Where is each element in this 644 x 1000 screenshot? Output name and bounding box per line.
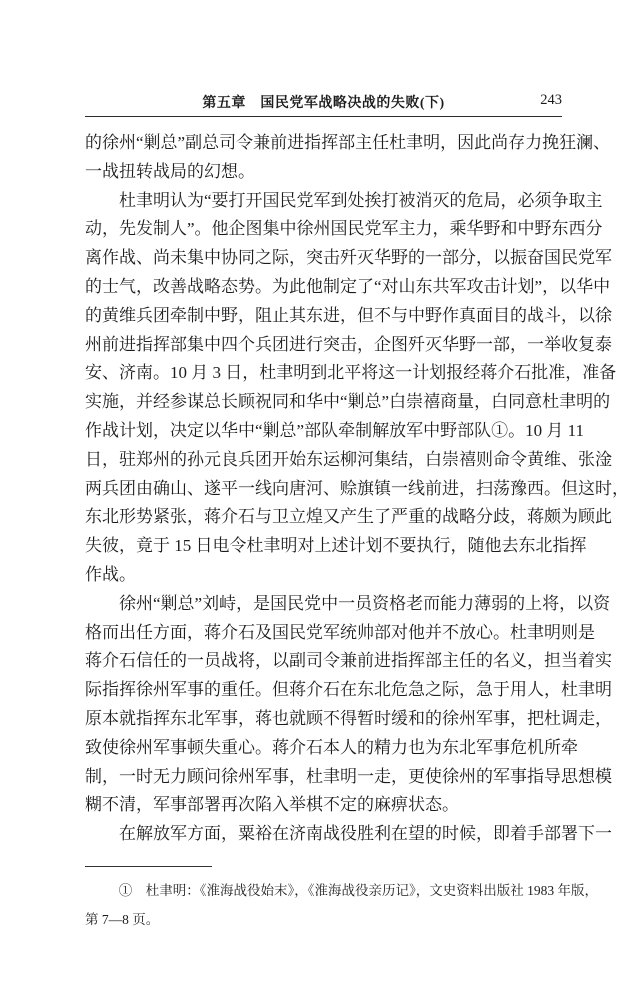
body-line: 两兵团由确山、遂平一线向唐河、赊旗镇一线前进，扫荡豫西。但这时，: [85, 478, 629, 498]
body-line: 制，一时无力顾问徐州军事，杜聿明一走，更使徐州的军事指导思想模: [85, 766, 612, 786]
body-line: 作战计划，决定以华中“剿总”部队牵制解放军中野部队①。10 月 11: [85, 420, 584, 440]
body-line: 糊不清，军事部署再次陷入举棋不定的麻痹状态。: [85, 795, 459, 815]
footnote-line: 第 7—8 页。: [85, 911, 160, 927]
body-line: 原本就指挥东北军事，蒋也就顾不得暂时缓和的徐州军事，把杜调走，: [85, 708, 612, 728]
body-line: 格而出任方面，蒋介石及国民党军统帅部对他并不放心。杜聿明则是: [85, 622, 595, 642]
body-line: 徐州“剿总”刘峙，是国民党中一员资格老而能力薄弱的上将，以资: [85, 593, 611, 613]
body-line: 际指挥徐州军事的重任。但蒋介石在东北危急之际，急于用人，杜聿明: [85, 680, 612, 700]
body-line: 日，驻郑州的孙元良兵团开始东运柳河集结，白崇禧则命令黄维、张淦: [85, 449, 612, 469]
body-line: 东北形势紧张，蒋介石与卫立煌又产生了严重的战略分歧，蒋颇为顾此: [85, 507, 612, 527]
body-line: 致使徐州军事顿失重心。蒋介石本人的精力也为东北军事危机所牵: [85, 737, 578, 757]
chapter-title: 第五章 国民党军战略决战的失败(下): [202, 96, 445, 111]
body-line: 州前进指挥部集中四个兵团进行突击，企图歼灭华野一部，一举收复泰: [85, 334, 612, 354]
body-line: 一战扭转战局的幻想。: [85, 161, 255, 181]
footnote: [85, 876, 598, 934]
body-line: 实施，并经参谋总长顾祝同和华中“剿总”白崇禧商量，白同意杜聿明的: [85, 392, 611, 412]
body-line: 安、济南。10 月 3 日，杜聿明到北平将这一计划报经蒋介石批准，准备: [85, 363, 617, 383]
running-header: [85, 92, 562, 109]
body-line: 动，先发制人”。他企图集中徐州国民党军主力，乘华野和中野东西分: [85, 219, 603, 239]
body-text: [85, 129, 629, 849]
body-line: 离作战、尚未集中协同之际，突击歼灭华野的一部分，以振奋国民党军: [85, 248, 612, 268]
body-line: 的黄维兵团牵制中野，阻止其东进，但不与中野作真面目的战斗，以徐: [85, 305, 612, 325]
page-content: [85, 92, 629, 934]
footnote-line: ① 杜聿明：《淮海战役始末》，《淮海战役亲历记》，文史资料出版社 1983 年版，: [118, 882, 598, 898]
footnote-divider: [85, 866, 212, 867]
body-line: 的士气，改善战略态势。为此他制定了“对山东共军攻击计划”，以华中: [85, 276, 611, 296]
body-line: 的徐州“剿总”副总司令兼前进指挥部主任杜聿明，因此尚存力挽狂澜、: [85, 133, 611, 152]
header-rule: [85, 116, 562, 117]
body-line: 在解放军方面，粟裕在济南战役胜利在望的时候，即着手部署下一: [85, 824, 612, 844]
body-line: 蒋介石信任的一员战将，以副司令兼前进指挥部主任的名义，担当着实: [85, 651, 612, 671]
body-line: 杜聿明认为“要打开国民党军到处挨打被消灭的危局，必须争取主: [85, 190, 603, 210]
page-number: 243: [540, 92, 562, 108]
body-line: 失彼，竟于 15 日电令杜聿明对上述计划不要执行，随他去东北指挥: [85, 536, 587, 556]
body-line: 作战。: [85, 564, 136, 584]
